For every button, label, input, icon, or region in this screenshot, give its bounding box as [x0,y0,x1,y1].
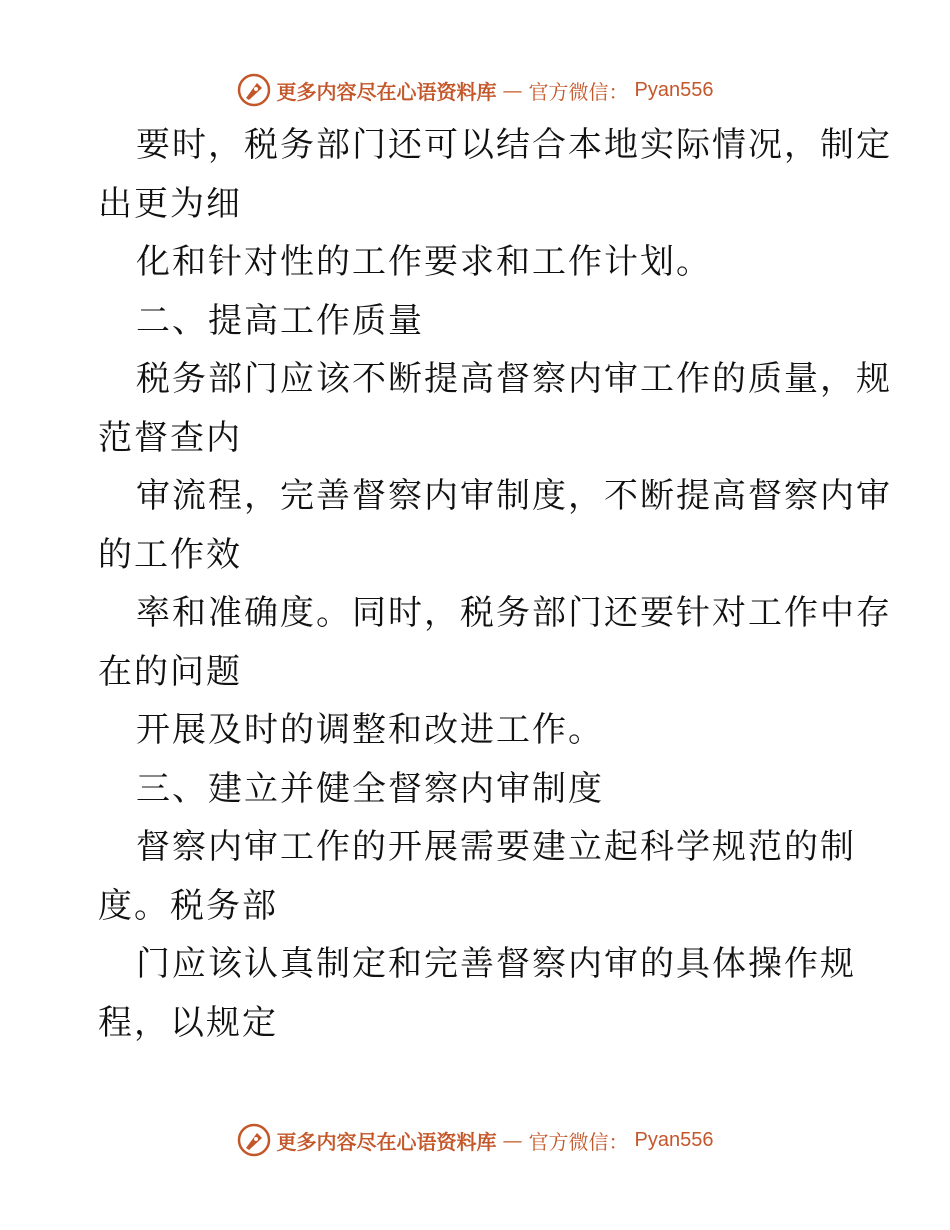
header-wechat-id: Pyan556 [634,78,714,101]
footer-banner [0,1120,950,1160]
text-line: 程，以规定 [98,1002,278,1043]
text-line: 门应该认真制定和完善督察内审的具体操作规 [136,944,856,984]
header-separator: — [502,78,523,102]
footer-wechat-label: 官方微信： [528,1129,629,1154]
header-banner [0,70,950,110]
text-line: 化和针对性的工作要求和工作计划。 [136,242,712,282]
text-line: 度。税务部 [98,885,278,926]
footer-separator: — [502,1128,523,1152]
text-line: 审流程，完善督察内审制度，不断提高督察内审 [136,476,892,516]
pen-nib-logo-icon [237,1123,271,1157]
document-body [98,116,892,1052]
text-line: 二、提高工作质量 [136,300,424,341]
header-site-name: 更多内容尽在心语资料库 [276,79,497,104]
pen-nib-logo-icon [237,73,271,107]
text-line: 要时，税务部门还可以结合本地实际情况，制定 [136,125,892,165]
text-line: 三、建立并健全督察内审制度 [136,768,604,809]
header-wechat-label: 官方微信： [528,79,629,104]
text-line: 在的问题 [98,651,242,692]
text-line: 督察内审工作的开展需要建立起科学规范的制 [136,827,856,867]
text-line: 的工作效 [98,534,242,575]
text-line: 率和准确度。同时，税务部门还要针对工作中存 [136,593,892,633]
text-line: 开展及时的调整和改进工作。 [136,710,604,750]
text-line: 出更为细 [98,183,242,224]
text-line: 范督查内 [98,417,242,458]
footer-wechat-id: Pyan556 [634,1128,714,1151]
footer-site-name: 更多内容尽在心语资料库 [276,1129,497,1154]
text-line: 税务部门应该不断提高督察内审工作的质量，规 [136,359,892,399]
